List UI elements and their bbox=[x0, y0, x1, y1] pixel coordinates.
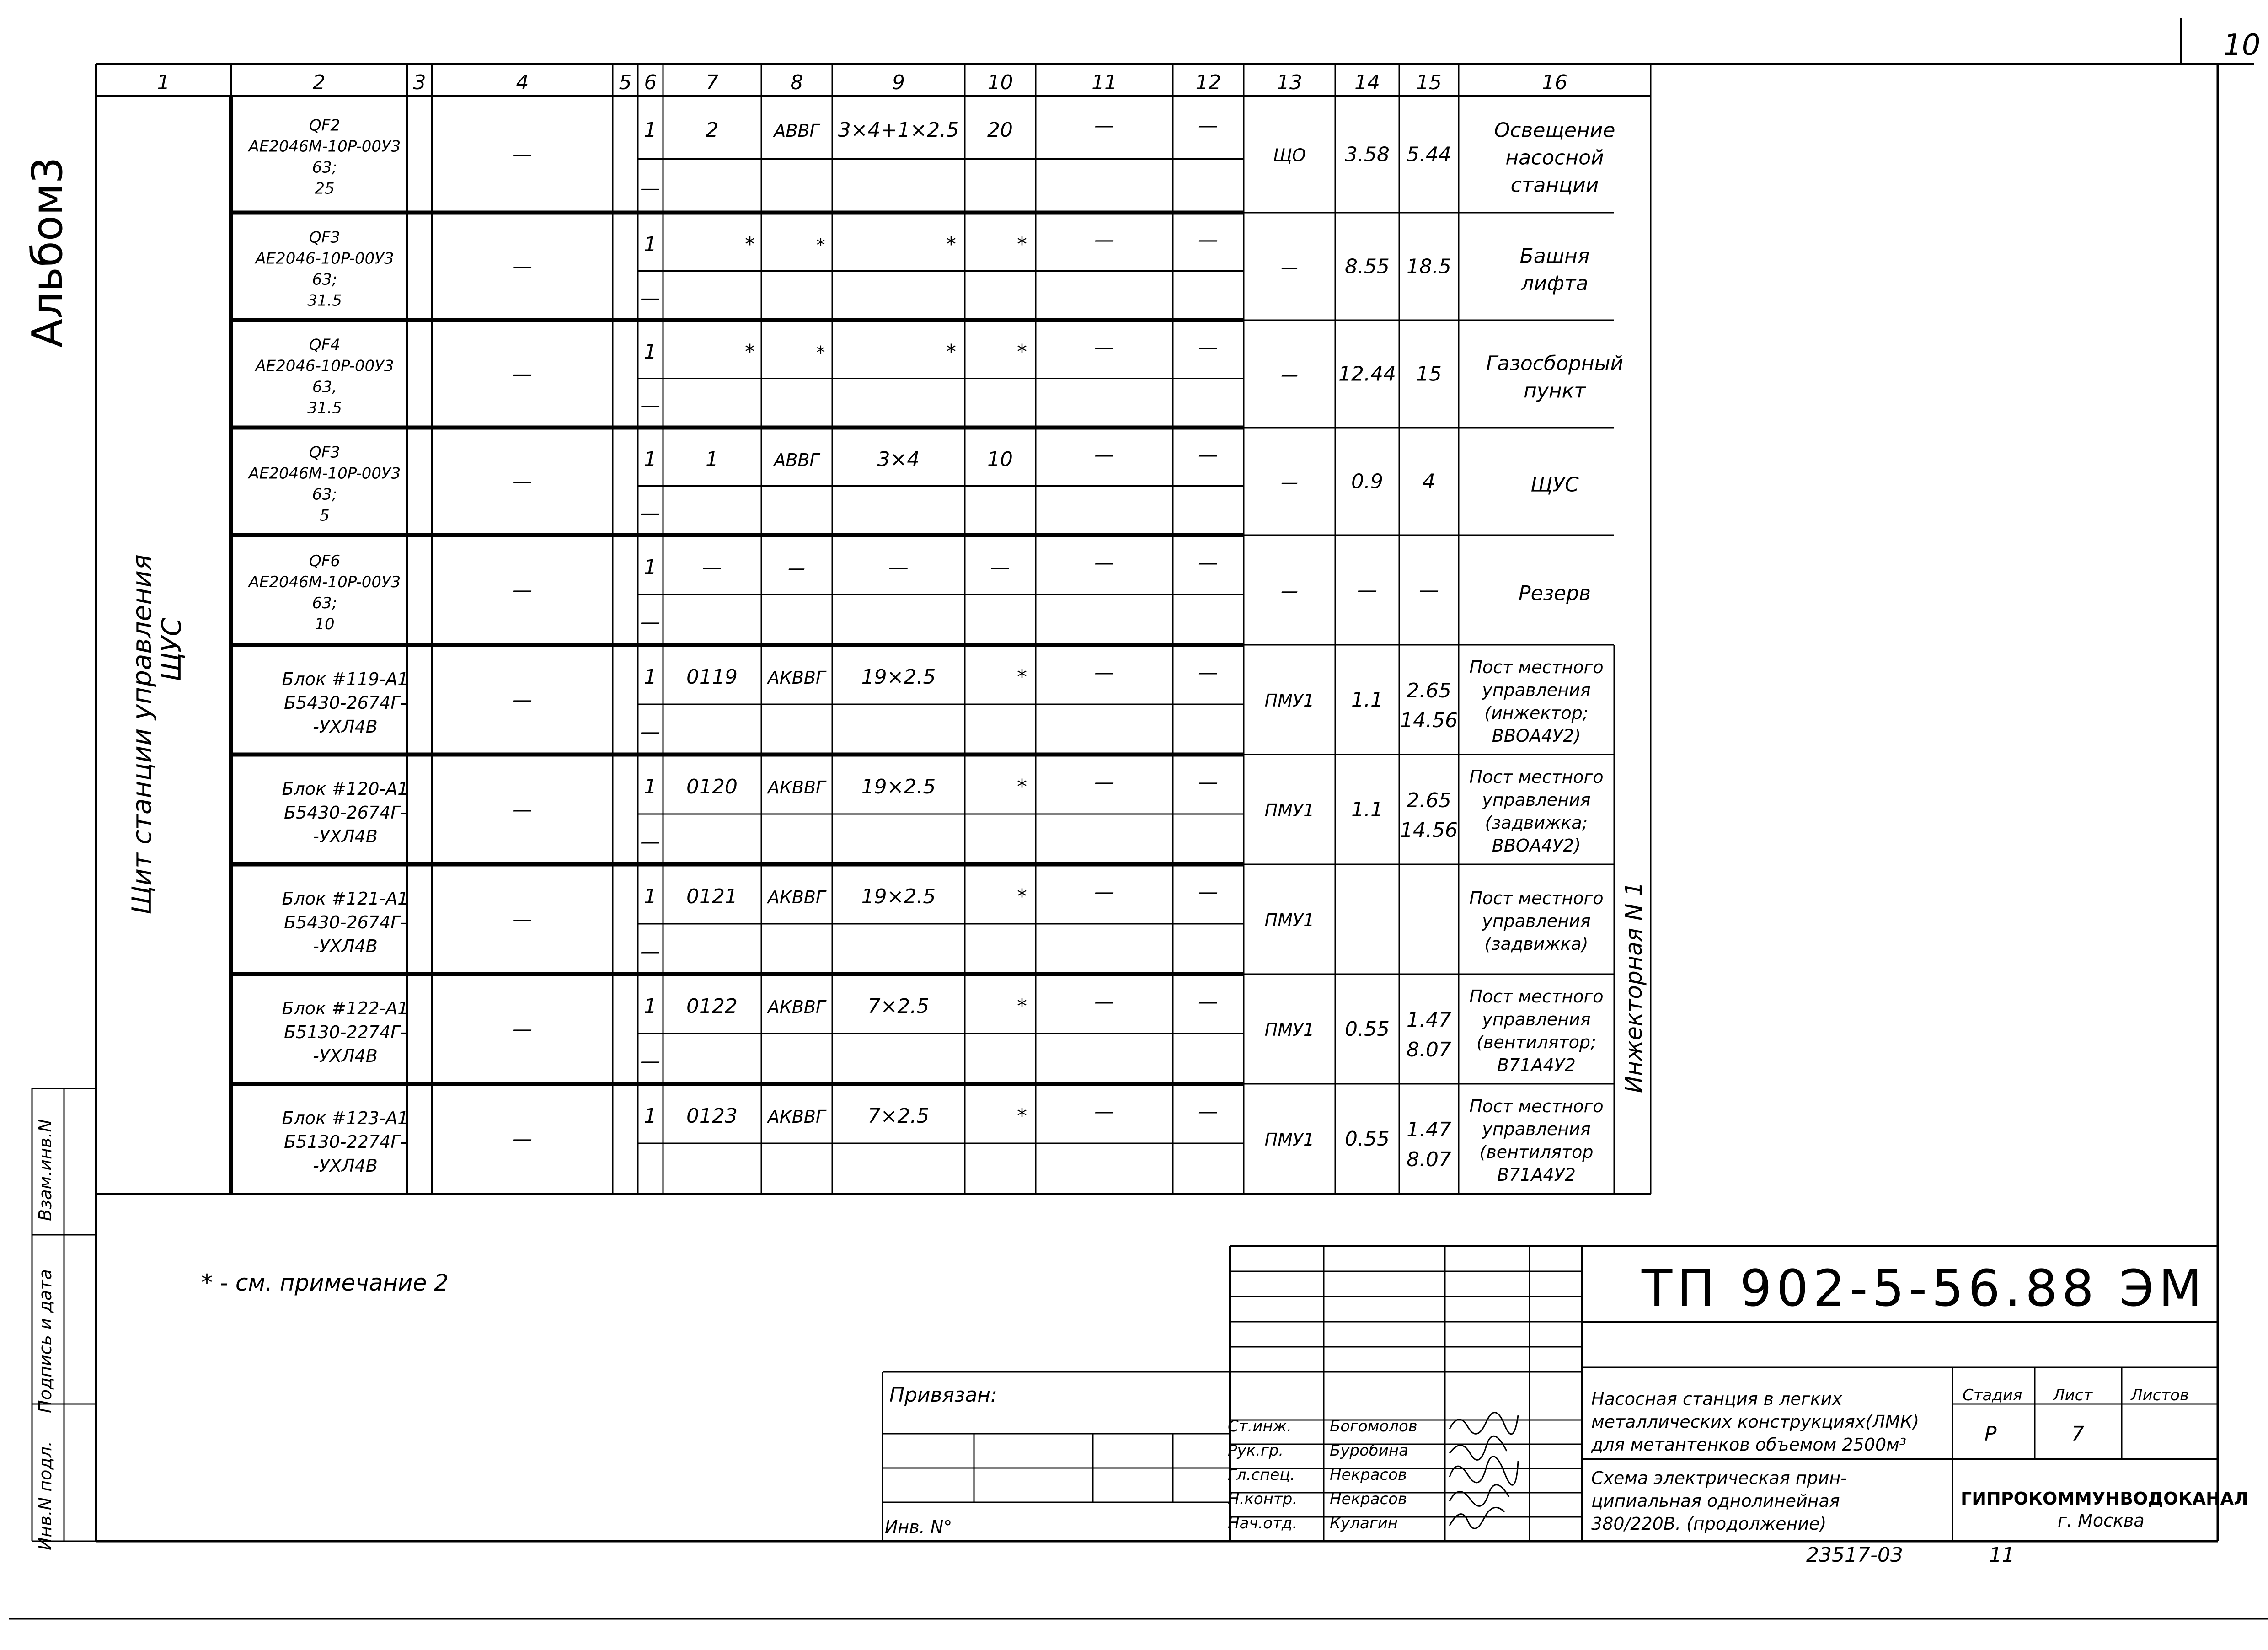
cell-col12: — bbox=[1198, 880, 1218, 904]
cell-col10: * bbox=[1017, 665, 1027, 689]
cell-col7: 0119 bbox=[686, 665, 738, 689]
device-label-line: -УХЛ4В bbox=[313, 1156, 378, 1176]
inv-no-label: Инв. N° bbox=[885, 1517, 952, 1537]
device-label-line: AE2046-10P-00У3 bbox=[255, 249, 394, 268]
bottom-page: 11 bbox=[1989, 1543, 2015, 1567]
cell-col15-num: 2.65 bbox=[1407, 789, 1451, 812]
group-label-injector: Инжекторная N 1 bbox=[1621, 882, 1647, 1093]
privyazan-label: Привязан: bbox=[889, 1383, 997, 1407]
sheet-title-2: ципиальная однолинейная bbox=[1591, 1491, 1840, 1511]
cell-col8: — bbox=[788, 558, 805, 578]
sheet-corner-number: 10 bbox=[2223, 28, 2261, 62]
column-number-14: 14 bbox=[1354, 71, 1380, 94]
cell-col16-line: В71А4У2 bbox=[1497, 1165, 1576, 1185]
cell-col4: — bbox=[512, 1018, 532, 1041]
cell-col9: 3×4 bbox=[877, 447, 920, 471]
cell-col15: 5.44 bbox=[1407, 143, 1451, 166]
column-number-5: 5 bbox=[619, 71, 632, 94]
cell-col7: * bbox=[745, 232, 755, 256]
device-label-line: Блок #120-А1 bbox=[282, 779, 409, 799]
cell-col7: — bbox=[702, 556, 722, 579]
column-number-4: 4 bbox=[516, 71, 529, 94]
cell-col9: 7×2.5 bbox=[867, 1104, 930, 1128]
cell-col7: 2 bbox=[706, 118, 718, 142]
cell-col8: АКВВГ bbox=[767, 668, 826, 688]
cell-col6-dash: — bbox=[640, 940, 660, 963]
device-label-line: QF3 bbox=[309, 228, 340, 247]
role-4: Н.контр. bbox=[1228, 1490, 1298, 1508]
cell-col14: 8.55 bbox=[1345, 255, 1390, 279]
cell-col4: — bbox=[512, 362, 532, 386]
cell-col15: 4 bbox=[1423, 470, 1435, 493]
cell-col16-line: управления bbox=[1482, 1119, 1591, 1139]
cell-col8: АКВВГ bbox=[767, 777, 826, 798]
cell-col6-dash: — bbox=[640, 501, 660, 525]
cell-col9: * bbox=[946, 340, 956, 364]
album-label: Альбом3 bbox=[23, 157, 72, 348]
cell-col6: 1 bbox=[644, 340, 657, 364]
cell-col9: 19×2.5 bbox=[861, 885, 936, 908]
sheet-title-1: Схема электрическая прин- bbox=[1591, 1468, 1847, 1488]
role-5: Нач.отд. bbox=[1228, 1514, 1298, 1532]
cell-col14: 1.1 bbox=[1351, 688, 1383, 712]
cell-col16-line: насосной bbox=[1505, 146, 1604, 170]
city: г. Москва bbox=[2058, 1511, 2145, 1531]
cell-col6: 1 bbox=[644, 885, 657, 908]
cell-col12: — bbox=[1198, 113, 1218, 137]
cell-col4: — bbox=[512, 1127, 532, 1151]
cell-col16-line: Резерв bbox=[1519, 582, 1591, 605]
cell-col10: 20 bbox=[987, 118, 1013, 142]
device-label-line: Б5130-2274Г- bbox=[284, 1022, 407, 1042]
document-code: ТП 902-5-56.88 ЭМ bbox=[1642, 1259, 2207, 1318]
cell-col15: 15 bbox=[1416, 362, 1442, 386]
device-label-line: 31.5 bbox=[307, 399, 342, 418]
cell-col11: — bbox=[1094, 335, 1114, 359]
cell-col9: 3×4+1×2.5 bbox=[838, 118, 959, 142]
cell-col6: 1 bbox=[644, 1104, 657, 1128]
name-5: Кулагин bbox=[1330, 1514, 1398, 1532]
cell-col13: ПМУ1 bbox=[1264, 691, 1315, 711]
sheets-label: Листов bbox=[2131, 1386, 2189, 1404]
cell-col16-line: управления bbox=[1482, 1009, 1591, 1029]
cell-col16-line: ЩУС bbox=[1530, 473, 1579, 497]
device-label-line: QF4 bbox=[309, 336, 340, 354]
cell-col16-line: В71А4У2 bbox=[1497, 1055, 1576, 1075]
column-number-10: 10 bbox=[987, 71, 1013, 94]
cell-col9: 7×2.5 bbox=[867, 995, 930, 1018]
cell-col9: 19×2.5 bbox=[861, 775, 936, 798]
cell-col10: — bbox=[990, 556, 1010, 579]
device-label-line: 31.5 bbox=[307, 291, 342, 310]
cell-col4: — bbox=[512, 579, 532, 602]
cell-col4: — bbox=[512, 143, 532, 166]
device-label-line: 25 bbox=[315, 179, 335, 198]
cell-col4: — bbox=[512, 470, 532, 493]
cell-col4: — bbox=[512, 908, 532, 931]
cell-col16-line: (инжектор; bbox=[1484, 703, 1589, 723]
cell-col6-dash: — bbox=[640, 720, 660, 744]
cell-col10: * bbox=[1017, 1104, 1027, 1128]
cell-col6: 1 bbox=[644, 556, 657, 579]
sheet-label: Лист bbox=[2053, 1386, 2093, 1404]
cell-col11: — bbox=[1094, 990, 1114, 1013]
device-label-line: 63; bbox=[312, 270, 337, 289]
stage-label: Стадия bbox=[1963, 1386, 2022, 1404]
group-label-shchit: Щит станции управления bbox=[126, 554, 157, 915]
cell-col12: — bbox=[1198, 335, 1218, 359]
cell-col13: ПМУ1 bbox=[1264, 1020, 1315, 1040]
column-number-13: 13 bbox=[1277, 71, 1302, 94]
device-label-line: AE2046M-10P-00У3 bbox=[248, 137, 401, 156]
cell-col8: АКВВГ bbox=[767, 887, 826, 907]
cell-col16-line: Пост местного bbox=[1469, 657, 1604, 677]
cell-col8: АВВГ bbox=[774, 450, 819, 470]
column-number-8: 8 bbox=[790, 71, 803, 94]
cell-col9: — bbox=[888, 556, 909, 579]
cell-col6-dash: — bbox=[640, 286, 660, 310]
cell-col11: — bbox=[1094, 771, 1114, 794]
cell-col16-line: (вентилятор bbox=[1479, 1142, 1594, 1162]
cell-col12: — bbox=[1198, 551, 1218, 574]
cell-col14: 0.55 bbox=[1345, 1127, 1390, 1151]
device-label-line: AE2046-10P-00У3 bbox=[255, 357, 394, 375]
role-1: Ст.инж. bbox=[1228, 1417, 1292, 1436]
cell-col13: ПМУ1 bbox=[1264, 910, 1315, 930]
cell-col8: * bbox=[816, 342, 825, 363]
column-number-15: 15 bbox=[1416, 71, 1442, 94]
stage-value: Р bbox=[1984, 1422, 1997, 1446]
cell-col6-dash: — bbox=[640, 394, 660, 418]
device-label-line: AE2046M-10P-00У3 bbox=[248, 573, 401, 591]
column-number-12: 12 bbox=[1195, 71, 1221, 94]
cell-col6: 1 bbox=[644, 995, 657, 1018]
cell-col6-dash: — bbox=[640, 1050, 660, 1073]
cell-col16-line: Башня bbox=[1519, 244, 1590, 268]
cell-col13: — bbox=[1281, 257, 1298, 278]
device-label-line: Блок #122-А1 bbox=[282, 998, 409, 1018]
cell-col4: — bbox=[512, 688, 532, 712]
device-label-line: -УХЛ4В bbox=[313, 1046, 378, 1066]
cell-col15-num: 2.65 bbox=[1407, 679, 1451, 702]
name-1: Богомолов bbox=[1330, 1417, 1418, 1436]
cell-col6: 1 bbox=[644, 665, 657, 689]
cell-col16-line: станции bbox=[1510, 173, 1599, 197]
device-label-line: QF3 bbox=[309, 443, 340, 462]
device-label-line: Б5430-2674Г- bbox=[284, 803, 407, 823]
project-title-1: Насосная станция в легких bbox=[1591, 1389, 1842, 1409]
device-label-line: QF6 bbox=[309, 552, 340, 570]
device-label-line: Б5430-2674Г- bbox=[284, 693, 407, 713]
device-label-line: Б5130-2274Г- bbox=[284, 1132, 407, 1152]
cell-col7: 0123 bbox=[686, 1104, 738, 1128]
sheet-value: 7 bbox=[2071, 1422, 2084, 1446]
cell-col8: * bbox=[816, 235, 825, 255]
cell-col16-line: Пост местного bbox=[1469, 767, 1604, 787]
cell-col13: ЩО bbox=[1273, 145, 1306, 166]
cell-col16-line: управления bbox=[1482, 790, 1591, 810]
device-label-line: 63; bbox=[312, 158, 337, 177]
cell-col10: * bbox=[1017, 885, 1027, 908]
cell-col11: — bbox=[1094, 228, 1114, 252]
note-text: * - см. примечание 2 bbox=[201, 1270, 449, 1296]
device-label-line: -УХЛ4В bbox=[313, 826, 378, 846]
project-title-3: для метантенков объемом 2500м³ bbox=[1591, 1435, 1907, 1455]
cell-col11: — bbox=[1094, 443, 1114, 466]
cell-col16-line: Пост местного bbox=[1469, 1096, 1604, 1116]
cell-col7: 0120 bbox=[686, 775, 738, 798]
cell-col15-den: 8.07 bbox=[1407, 1148, 1451, 1171]
cell-col14: 0.55 bbox=[1345, 1018, 1390, 1041]
column-number-1: 1 bbox=[157, 71, 170, 94]
cell-col12: — bbox=[1198, 990, 1218, 1013]
device-label-line: 63, bbox=[312, 378, 337, 396]
cell-col16-line: Освещение bbox=[1494, 118, 1615, 142]
device-label-line: 63; bbox=[312, 594, 337, 612]
cell-col11: — bbox=[1094, 1100, 1114, 1123]
cell-col15: — bbox=[1419, 579, 1439, 602]
device-label-line: Блок #121-А1 bbox=[282, 889, 409, 909]
cell-col6-dash: — bbox=[640, 611, 660, 634]
organization: ГИПРОКОММУНВОДОКАНАЛ bbox=[1961, 1489, 2248, 1509]
cell-col15-num: 1.47 bbox=[1407, 1118, 1451, 1141]
cell-col10: * bbox=[1017, 232, 1027, 256]
name-3: Некрасов bbox=[1330, 1466, 1407, 1484]
cell-col8: АКВВГ bbox=[767, 1107, 826, 1127]
cell-col4: — bbox=[512, 798, 532, 821]
group-label-shchus: ЩУС bbox=[156, 617, 187, 681]
cell-col12: — bbox=[1198, 1100, 1218, 1123]
column-number-11: 11 bbox=[1091, 71, 1117, 94]
device-label-line: 63; bbox=[312, 485, 337, 504]
cell-col12: — bbox=[1198, 661, 1218, 684]
cell-col7: 0122 bbox=[686, 995, 738, 1018]
cell-col15: 18.5 bbox=[1407, 255, 1451, 279]
cell-col15-den: 8.07 bbox=[1407, 1038, 1451, 1061]
cell-col16-line: (вентилятор; bbox=[1476, 1032, 1596, 1052]
cell-col11: — bbox=[1094, 551, 1114, 574]
device-label-line: QF2 bbox=[309, 116, 340, 135]
cell-col13: — bbox=[1281, 581, 1298, 601]
device-label-line: 10 bbox=[315, 615, 335, 633]
sheet-title-3: 380/220В. (продолжение) bbox=[1591, 1514, 1827, 1534]
cell-col11: — bbox=[1094, 113, 1114, 137]
cell-col15-num: 1.47 bbox=[1407, 1008, 1451, 1032]
cell-col16-line: ВВОА4У2) bbox=[1492, 726, 1581, 746]
cell-col13: — bbox=[1281, 472, 1298, 493]
device-label-line: Б5430-2674Г- bbox=[284, 912, 407, 932]
cell-col7: 0121 bbox=[686, 885, 738, 908]
cell-col13: ПМУ1 bbox=[1264, 1130, 1315, 1150]
cell-col16-line: Пост местного bbox=[1469, 986, 1604, 1007]
column-number-6: 6 bbox=[644, 71, 657, 94]
side-stamp-label-inv: Инв.N подл. bbox=[35, 1441, 55, 1550]
cell-col16-line: управления bbox=[1482, 911, 1591, 931]
cell-col16-line: (задвижка) bbox=[1484, 934, 1589, 954]
side-stamp-label-vzam: Взам.инв.N bbox=[35, 1119, 55, 1221]
cell-col16-line: управления bbox=[1482, 680, 1591, 700]
role-3: Гл.спец. bbox=[1228, 1466, 1295, 1484]
cell-col16-line: лифта bbox=[1521, 272, 1589, 295]
cell-col7: * bbox=[745, 340, 755, 364]
device-label-line: Блок #123-А1 bbox=[282, 1108, 409, 1128]
cell-col14: 0.9 bbox=[1351, 470, 1383, 493]
cell-col4: — bbox=[512, 255, 532, 279]
cell-col9: 19×2.5 bbox=[861, 665, 936, 689]
cell-col10: * bbox=[1017, 775, 1027, 798]
project-title-2: металлических конструкциях(ЛМК) bbox=[1591, 1412, 1920, 1432]
cell-col12: — bbox=[1198, 228, 1218, 252]
side-stamp-label-sign: Подпись и дата bbox=[35, 1269, 55, 1413]
column-number-3: 3 bbox=[413, 71, 426, 94]
cell-col16-line: пункт bbox=[1524, 379, 1586, 403]
column-number-9: 9 bbox=[892, 71, 905, 94]
cell-col16-line: Газосборный bbox=[1486, 352, 1624, 375]
device-label-line: Блок #119-А1 bbox=[282, 669, 409, 689]
bottom-code: 23517-03 bbox=[1806, 1543, 1903, 1567]
device-label-line: 5 bbox=[320, 506, 330, 525]
device-label-line: -УХЛ4В bbox=[313, 936, 378, 956]
cell-col16-line: Пост местного bbox=[1469, 888, 1604, 908]
device-label-line: -УХЛ4В bbox=[313, 717, 378, 737]
cell-col7: 1 bbox=[706, 447, 718, 471]
cell-col10: * bbox=[1017, 340, 1027, 364]
cell-col13: ПМУ1 bbox=[1264, 800, 1315, 820]
cell-col6: 1 bbox=[644, 447, 657, 471]
cell-col12: — bbox=[1198, 443, 1218, 466]
cell-col6-dash: — bbox=[640, 830, 660, 853]
column-number-16: 16 bbox=[1542, 71, 1567, 94]
cell-col9: * bbox=[946, 232, 956, 256]
cell-col6: 1 bbox=[644, 118, 657, 142]
name-4: Некрасов bbox=[1330, 1490, 1407, 1508]
cell-col10: 10 bbox=[987, 447, 1013, 471]
cell-col13: — bbox=[1281, 364, 1298, 385]
cell-col8: АВВГ bbox=[774, 120, 819, 141]
cell-col11: — bbox=[1094, 880, 1114, 904]
cell-col14: 12.44 bbox=[1338, 362, 1396, 386]
cell-col15-den: 14.56 bbox=[1400, 709, 1458, 732]
cell-col6: 1 bbox=[644, 775, 657, 798]
cell-col10: * bbox=[1017, 995, 1027, 1018]
cell-col16-line: (задвижка; bbox=[1485, 813, 1588, 833]
name-2: Буробина bbox=[1330, 1441, 1408, 1460]
cell-col14: 1.1 bbox=[1351, 798, 1383, 821]
cell-col15-den: 14.56 bbox=[1400, 819, 1458, 842]
cell-col14: 3.58 bbox=[1345, 143, 1390, 166]
cell-col12: — bbox=[1198, 771, 1218, 794]
cell-col11: — bbox=[1094, 661, 1114, 684]
cell-col6: 1 bbox=[644, 232, 657, 256]
cell-col16-line: ВВОА4У2) bbox=[1492, 836, 1581, 856]
column-number-7: 7 bbox=[706, 71, 719, 94]
device-label-line: AE2046M-10P-00У3 bbox=[248, 464, 401, 483]
column-number-2: 2 bbox=[312, 71, 326, 94]
cell-col8: АКВВГ bbox=[767, 997, 826, 1017]
cell-col6-dash: — bbox=[640, 177, 660, 200]
cell-col14: — bbox=[1357, 579, 1377, 602]
role-2: Рук.гр. bbox=[1228, 1441, 1284, 1460]
